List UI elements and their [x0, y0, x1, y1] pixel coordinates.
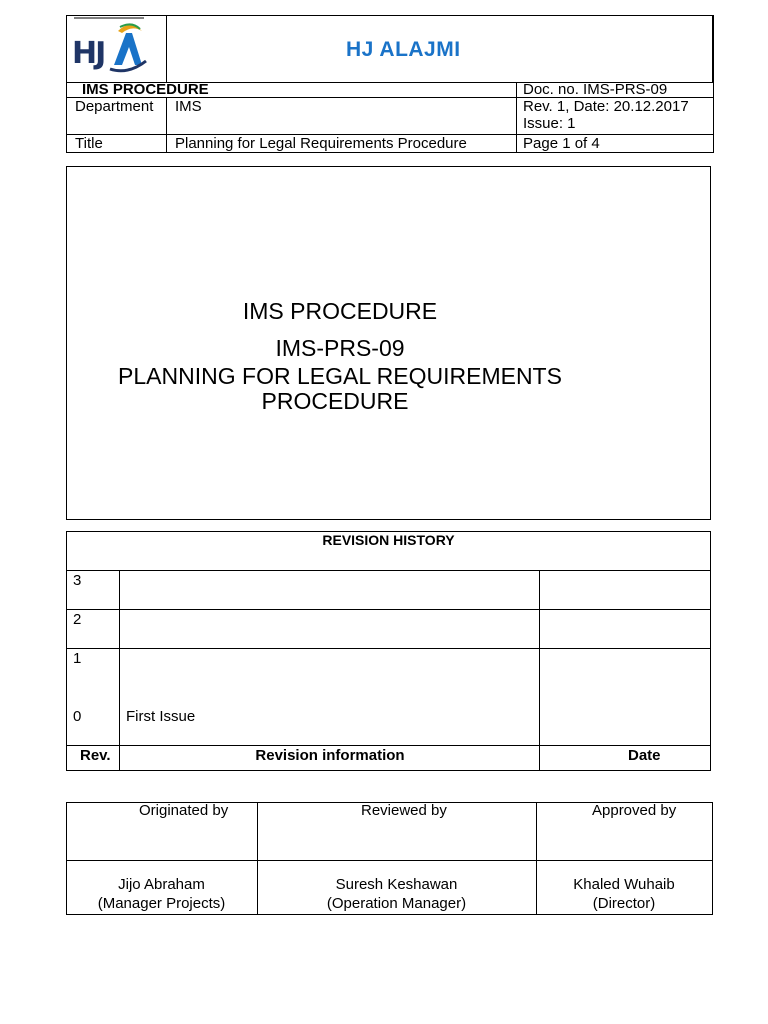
approved-by-label: Approved by [592, 802, 677, 819]
department-label: Department [75, 98, 154, 115]
title-value: Planning for Legal Requirements Procedure [175, 135, 467, 152]
revision-col-divider [119, 570, 120, 771]
company-name: HJ ALAJMI [346, 38, 461, 61]
revision-rev-2: 2 [73, 611, 82, 628]
cover-box [66, 166, 711, 520]
approver-name: Khaled Wuhaib [573, 876, 675, 893]
header-top-border [66, 15, 714, 16]
revision-col-info-header: Revision information [255, 747, 405, 764]
revision-history-title: REVISION HISTORY [322, 532, 455, 548]
procedure-label: IMS PROCEDURE [82, 81, 209, 98]
originator-role: (Manager Projects) [97, 895, 226, 912]
revision-rev-3: 3 [73, 572, 82, 589]
revision-row-divider [66, 570, 711, 571]
cover-line-1: IMS PROCEDURE [242, 298, 438, 324]
header-col-divider-2 [516, 82, 517, 153]
hja-logo-icon [70, 17, 150, 77]
revision-row-divider [66, 609, 711, 610]
issue-number: Issue: 1 [523, 115, 576, 132]
originated-by-label: Originated by [139, 802, 229, 819]
doc-number: Doc. no. IMS-PRS-09 [523, 81, 668, 98]
revision-col-rev-header: Rev. [80, 747, 111, 764]
revision-col-divider [539, 570, 540, 771]
reviewed-by-label: Reviewed by [361, 802, 447, 819]
revision-rev-0: 0 [73, 708, 82, 725]
cover-doc-number: IMS-PRS-09 [275, 335, 405, 361]
header-bottom-border [66, 152, 714, 153]
signature-row-divider [66, 860, 713, 861]
originator-name: Jijo Abraham [118, 876, 205, 893]
revision-col-date-header: Date [628, 747, 661, 764]
header-left-border [66, 15, 67, 153]
revision-date: Rev. 1, Date: 20.12.2017 [523, 98, 689, 115]
revision-row-divider [66, 648, 711, 649]
cover-title-line-1: PLANNING FOR LEGAL REQUIREMENTS [118, 363, 562, 389]
header-right-border-top [712, 15, 714, 83]
header-right-border [713, 82, 714, 153]
header-col-divider-1 [166, 97, 167, 153]
approver-role: (Director) [592, 895, 656, 912]
cover-title-line-2: PROCEDURE [261, 388, 409, 414]
page-number: Page 1 of 4 [523, 135, 600, 152]
revision-info-0: First Issue [126, 708, 196, 725]
department-value: IMS [175, 98, 202, 115]
svg-text:HJ: HJ [72, 36, 105, 71]
logo-cell-divider [166, 15, 167, 82]
company-logo [70, 17, 150, 77]
revision-rev-1: 1 [73, 650, 82, 667]
revision-history-table [66, 531, 711, 771]
reviewer-name: Suresh Keshawan [335, 876, 458, 893]
reviewer-role: (Operation Manager) [326, 895, 467, 912]
title-label: Title [75, 135, 103, 152]
revision-row-divider [66, 745, 711, 746]
